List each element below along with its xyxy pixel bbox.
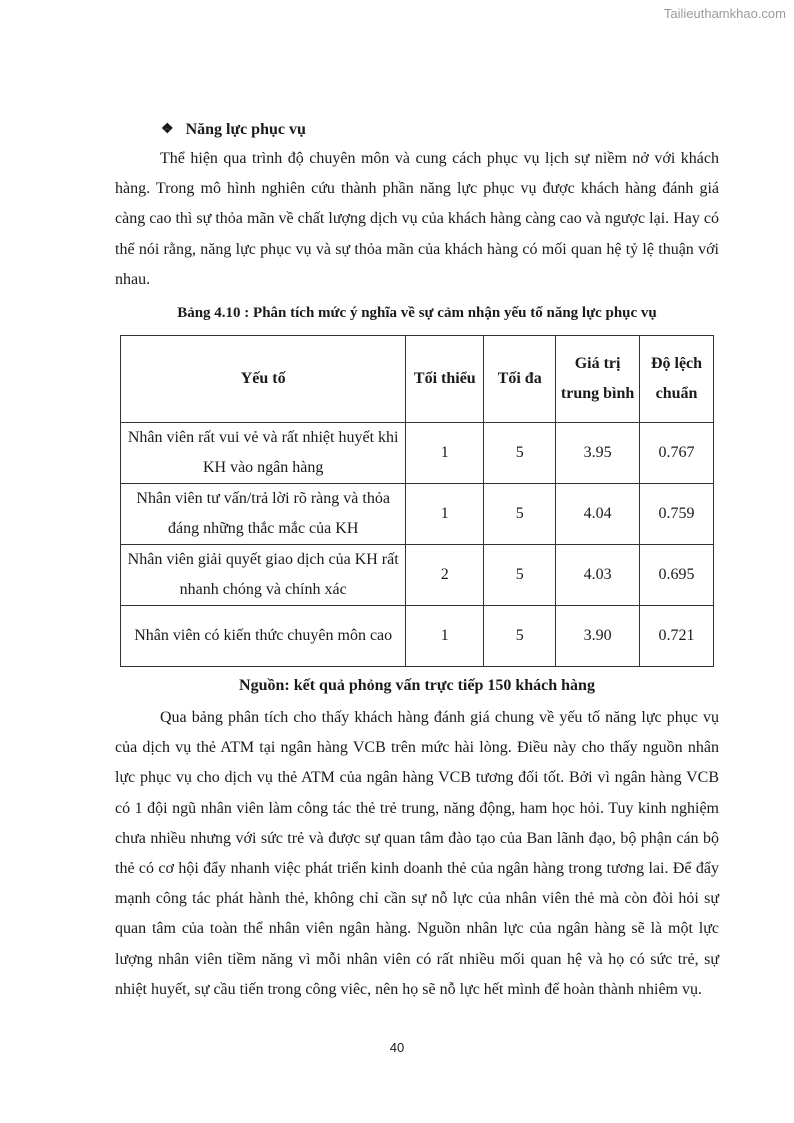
header-factor: Yếu tố: [121, 336, 406, 423]
table-header-row: [121, 336, 714, 423]
cell-min: 1: [406, 484, 484, 545]
table-row: [121, 545, 714, 606]
page-number: 40: [389, 1040, 405, 1055]
section-heading-text: Năng lực phục vụ: [185, 121, 306, 138]
cell-factor: Nhân viên có kiến thức chuyên môn cao: [121, 606, 406, 667]
cell-std-dev: 0.759: [640, 484, 714, 545]
header-max: Tối đa: [484, 336, 556, 423]
analysis-paragraph: Qua bảng phân tích cho thấy khách hàng đánh giá chung về yếu tố năng lực phục vụ của dịch vụ thẻ ATM tại ngân hàng VCB trên mức hài lòng. Điều này cho thấy nguồn nhân lực phục vụ cho dịch vụ thẻ ATM của ngân hàng VCB tương đối tốt. Bởi vì ngân hàng VCB có 1 đội ngũ nhân viên làm công tác thẻ trẻ trung, năng động, ham học hỏi. Tuy kinh nghiệm chưa nhiều nhưng với sức trẻ và được sự quan tâm đào tạo của Ban lãnh đạo, bộ phận cán bộ thẻ có cơ hội đẩy nhanh việc phát triển kinh doanh thẻ của ngân hàng trong tương lai. Để đẩy mạnh công tác phát hành thẻ, không chỉ cần sự nỗ lực của nhân viên thẻ mà còn đòi hỏi sự quan tâm của toàn thể nhân viên ngân hàng. Nguồn nhân lực của ngân hàng sẽ là một lực lượng nhân viên tiềm năng vì mỗi nhân viên có rất nhiều mối quan hệ và họ có sức trẻ, sự nhiệt huyết, sự cầu tiến trong công viêc, nên họ sẽ nỗ lực hết mình để hoàn thành nhiêm vụ.: [115, 709, 719, 998]
cell-max: 5: [484, 606, 556, 667]
cell-mean: 3.90: [556, 606, 640, 667]
cell-mean: 4.04: [556, 484, 640, 545]
cell-factor: Nhân viên giải quyết giao dịch của KH rất nhanh chóng và chính xác: [121, 545, 406, 606]
cell-min: 2: [406, 545, 484, 606]
page-content: [115, 118, 719, 1005]
data-table: [120, 335, 714, 667]
cell-std-dev: 0.721: [640, 606, 714, 667]
cell-max: 5: [484, 484, 556, 545]
cell-std-dev: 0.695: [640, 545, 714, 606]
table-row: [121, 423, 714, 484]
cell-max: 5: [484, 545, 556, 606]
header-std-dev: Độ lệch chuẩn: [640, 336, 714, 423]
table-row: [121, 484, 714, 545]
cell-min: 1: [406, 423, 484, 484]
watermark: Tailieuthamkhao.com: [663, 6, 786, 21]
section-heading: [161, 118, 719, 142]
cell-factor: Nhân viên rất vui vẻ và rất nhiệt huyết khi KH vào ngân hàng: [121, 423, 406, 484]
cell-mean: 4.03: [556, 545, 640, 606]
table-row: [121, 606, 714, 667]
intro-paragraph: Thể hiện qua trình độ chuyên môn và cung cách phục vụ lịch sự niềm nở với khách hàng. Trong mô hình nghiên cứu thành phần năng lực phục vụ được khách hàng đánh giá càng cao thì sự thỏa mãn về chất lượng dịch vụ của khách hàng càng cao và ngược lại. Hay có thể nói rằng, năng lực phục vụ và sự thỏa mãn của khách hàng có mối quan hệ tỷ lệ thuận với nhau.: [115, 150, 719, 288]
header-mean: Giá trị trung bình: [556, 336, 640, 423]
cell-mean: 3.95: [556, 423, 640, 484]
diamond-bullet-icon: ❖: [161, 122, 174, 137]
header-min: Tối thiểu: [406, 336, 484, 423]
table-caption: Bảng 4.10 : Phân tích mức ý nghĩa về sự cảm nhận yếu tố năng lực phục vụ: [177, 305, 657, 322]
cell-std-dev: 0.767: [640, 423, 714, 484]
cell-max: 5: [484, 423, 556, 484]
cell-min: 1: [406, 606, 484, 667]
table-source: Nguồn: kết quả phỏng vấn trực tiếp 150 khách hàng: [239, 677, 595, 695]
cell-factor: Nhân viên tư vấn/trả lời rõ ràng và thỏa đáng những thắc mắc của KH: [121, 484, 406, 545]
